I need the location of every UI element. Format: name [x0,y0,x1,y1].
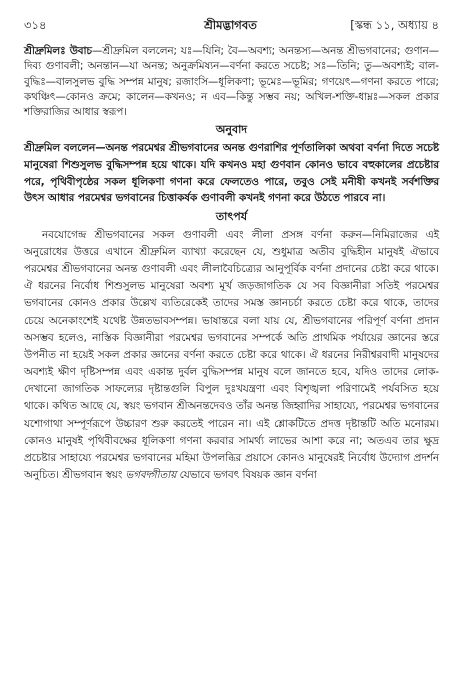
translation-heading: অনুবাদ [215,123,248,137]
purport-text-end: যেভাবে ভগবৎ বিষয়ক জ্ঞান বর্ণনা [176,469,317,482]
translation-paragraph: শ্রীদ্রুমিল বললেন—অনন্ত পরমেশ্বর শ্রীভগবানের অনন্ত গুণরাশির পূর্ণতালিকা অথবা বর্ণনা দিতে সচেষ্ট মানুষেরা শিশুসুলভ বুদ্ধিসম্পন্ন হয়ে থাকে। যদি কখনও মহা গুণবান কোনও ভাবে বহুকালের প্রচেষ্টার পরে, পৃথিবীপৃষ্ঠের সকল ধূলিকণা গণনা করে ফেলতেও পারে, তবুও সেই মনীষী কখনই সর্বশক্তির উৎস আধার পরমেশ্বর ভগবানের চিত্তাকর্ষক গুণাবলী কখনই গণনা করে উঠতে পারবে না। [24,142,439,205]
synonyms-paragraph [24,44,439,120]
page-header [24,14,439,36]
page-number: ৩১৪ [24,18,47,32]
purport-italic-title: ভগবদ্গীতায় [125,469,177,482]
purport-heading: তাৎপর্য [215,209,248,223]
purport-paragraph [24,227,439,484]
synonyms-speaker: শ্রীদ্রুমিলঃ উবাচ [24,45,92,57]
synonyms-text: —শ্রীদ্রুমিল বললেন; যঃ—যিনি; বৈ—অবশ্য; অনন্তস্য—অনন্ত শ্রীভগবানের; গুণান—দিব্য গুণাবলী; অনন্তান—যা অনন্ত; অনুক্রমিষ্যন—বর্ণনা করতে সচেষ্ট; সঃ—তিনি; তু—অবশ্যই; বাল-বুদ্ধিঃ—বালসুলভ বুদ্ধি সম্পন্ন মানুষ; রজাংসি—ধূলিকণা; ভূমেঃ—ভূমির; গণয়েৎ—গণনা করতে পারে; কথঞ্চিৎ—কোনও ক্রমে; কালেন—কখনও; ন এব—কিন্তু সম্ভব নয়; অখিল-শক্তি-ধাম্নঃ—সকল প্রকার শক্তিরাজির আধার স্বরূপ। [24,45,439,119]
running-title: শ্রীমদ্ভাগবত [204,18,257,32]
purport-text: নবযোগেন্দ্র শ্রীভগবানের সকল গুণাবলী এবং লীলা প্রসঙ্গ বর্ণনা করুন—নিমিরাজের এই অনুরোধের উত্তরে এখানে শ্রীদ্রুমিল ব্যাখ্যা করেছেন যে, শুধুমাত্র অতীব বুদ্ধিহীন মানুষই ঐভাবে পরমেশ্বর শ্রীভগবানের অনন্ত গুণাবলী এবং লীলাবৈচিত্র্যের আনুপূর্বিক বর্ণনা প্রদানের চেষ্টা করে থাকে। ঐ ধরনের নির্বোধ শিশুসুলভ মানুষেরা অবশ্য মূর্খ জড়জাগতিক যে সব বিজ্ঞানীরা সতিই পরমেশ্বর ভগবানের কোনও প্রকার উল্লেখ ব্যতিরেকেই তাদের সমস্ত জ্ঞানচর্চা করতে চেষ্টা করে থাকে, তাদের চেয়ে অনেকাংশেই যথেষ্ট উন্নতভাবসম্পন্ন। ভাষান্তরে বলা যায় যে, শ্রীভগবানের পরিপূর্ণ বর্ণনা প্রদান অসম্ভব হলেও, নাস্তিক বিজ্ঞানীরা পরমেশ্বর ভগবানের সম্পর্কে অতি প্রাথমিক পর্যায়ের জ্ঞানের স্তরে উপনীত না হয়েই সকল প্রকার জ্ঞানের বর্ণনা করতে চেষ্টা করে থাকে। ঐ ধরনের নিরীশ্বরবাদী মানুষদের অবশ্যই ক্ষীণ দৃষ্টিসম্পন্ন এবং একান্ত দুর্বল বুদ্ধিসম্পন্ন মানুষ বলে জানতে হবে, যদিও তাদের লোক-দেখানো জাগতিক সাফল্যের দৃষ্টান্তগুলি বিপুল দুঃখযন্ত্রণা এবং বিশৃঙ্খলা পরিণামেই পর্যবসিত হয়ে থাকে। কথিত আছে যে, স্বয়ং ভগবান শ্রীঅনন্তদেবও তাঁর অনন্ত জিহ্বাদির সাহায্যে, পরমেশ্বর ভগবানের যশোগাথা সম্পূর্ণরূপে উচ্চারণ শুরু করতেই পারেন না। এই শ্লোকটিতে প্রদত্ত দৃষ্টান্তটি অতি মনোরম। কোনও মানুষই পৃথিবীবক্ষের ধূলিকণা গণনা করবার সামর্থ্য লাভের আশা করে না; অতএব তার ক্ষুদ্র প্রচেষ্টার সাহায্যে পরমেশ্বর ভগবানের মহিমা উপলব্ধির প্রয়াসে কোনও মানুষেরই নির্বোধ উদ্যোগ প্রদর্শন অনুচিত। শ্রীভগবান স্বয়ং [24,228,439,482]
section-reference: [স্কন্ধ ১১, অধ্যায় ৪ [350,18,439,32]
